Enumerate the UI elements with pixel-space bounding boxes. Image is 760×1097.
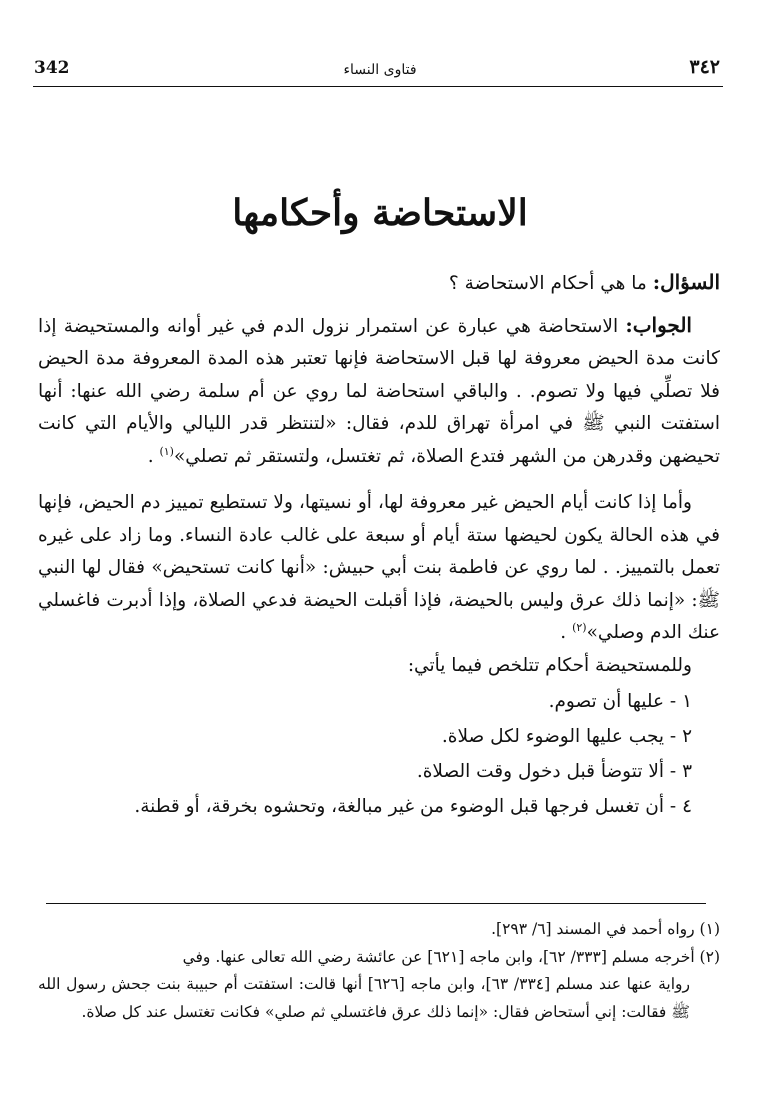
answer-text: الاستحاضة هي عبارة عن استمرار نزول الدم في غير أوانه والمستحيضة إذا كانت مدة الحيض معروفة لها قبل الاستحاضة فإنها تعتبر هذه المدة المعروفة مدة الحيض فلا تصلِّي فيها ولا تصوم. . والباقي استحاضة لما روي عن أم سلمة رضي الله عنها: أنها استفتت النبي ﷺ في امرأة تهراق للدم، فقال: «لتنتظر قدر الليالي والأيام التي كانت تحيضهن وقدرهن من الشهر فتدع الصلاة، ثم تغتسل، ولتستقر ثم تصلي» (38, 315, 720, 467)
body-text (38, 266, 720, 824)
footnote-2-continuation: رواية عنها عند مسلم [٣٣٤/ ٦٣]، وابن ماجه [٦٢٦] أنها قالت: استفتت أم حبيبة بنت جحش رسول الله ﷺ فقالت: إني أستحاض فقال: «إنما ذلك عرق فاغتسلي ثم صلي» فكانت تغتسل عند كل صلاة. (38, 975, 691, 1021)
paragraph-2-text: وأما إذا كانت أيام الحيض غير معروفة لها، أو نسيتها، ولا تستطيع تمييز دم الحيض، فإنها في هذه الحالة يكون لحيضها ستة أيام أو سبعة على غالب عادة النساء. وما زاد على غيره تعمل بالتمييز. . لما روي عن فاطمة بنت أبي حبيش: «أنها كانت تستحيض» فقال لها النبي ﷺ: «إنما ذلك عرق وليس بالحيضة، فإذا أقبلت الحيضة فدعي الصلاة، وإذا أدبرت فاغسلي عنك الدم وصلي» (38, 492, 720, 643)
paragraph-2 (38, 487, 720, 650)
rule-item: ٢ - يجب عليها الوضوء لكل صلاة. (441, 726, 692, 747)
page-number-latin: 342 (34, 58, 70, 78)
footnote-rule (46, 903, 706, 904)
footnote-ref-1: (١) (159, 444, 174, 458)
rule-item: ٤ - أن تغسل فرجها قبل الوضوء من غير مبالغة، وتحشوه بخرقة، أو قطنة. (134, 796, 692, 817)
answer-paragraph (38, 309, 720, 474)
chapter-title: الاستحاضة وأحكامها (232, 192, 528, 234)
question-text: ما هي أحكام الاستحاضة ؟ (448, 273, 653, 294)
footnote-2-first-line: (٢) أخرجه مسلم [٣٣٣/ ٦٢]، وابن ماجه [٦٢١] عن عائشة رضي الله تعالى عنها. وفي (182, 947, 720, 966)
paragraph-2-end: . (560, 622, 573, 643)
footnote-ref-2: (٢) (572, 620, 587, 634)
question-label: السؤال: (652, 270, 720, 294)
rules-list (38, 684, 720, 824)
page-number-arabic: ٣٤٢ (689, 56, 720, 78)
running-title: فتاوى النساء (343, 62, 417, 78)
footnote-1: (١) رواه أحمد في المسند [٦/ ٢٩٣]. (491, 920, 720, 938)
footnotes (38, 916, 720, 1026)
question-paragraph (38, 266, 720, 301)
rule-item: ٣ - ألا تتوضأ قبل دخول وقت الصلاة. (416, 761, 692, 782)
rule-item: ١ - عليها أن تصوم. (548, 691, 692, 712)
rules-intro: وللمستحيضة أحكام تتلخص فيما يأتي: (407, 654, 692, 676)
answer-label: الجواب: (625, 312, 692, 337)
header-rule (33, 86, 723, 87)
answer-end: . (147, 445, 160, 467)
